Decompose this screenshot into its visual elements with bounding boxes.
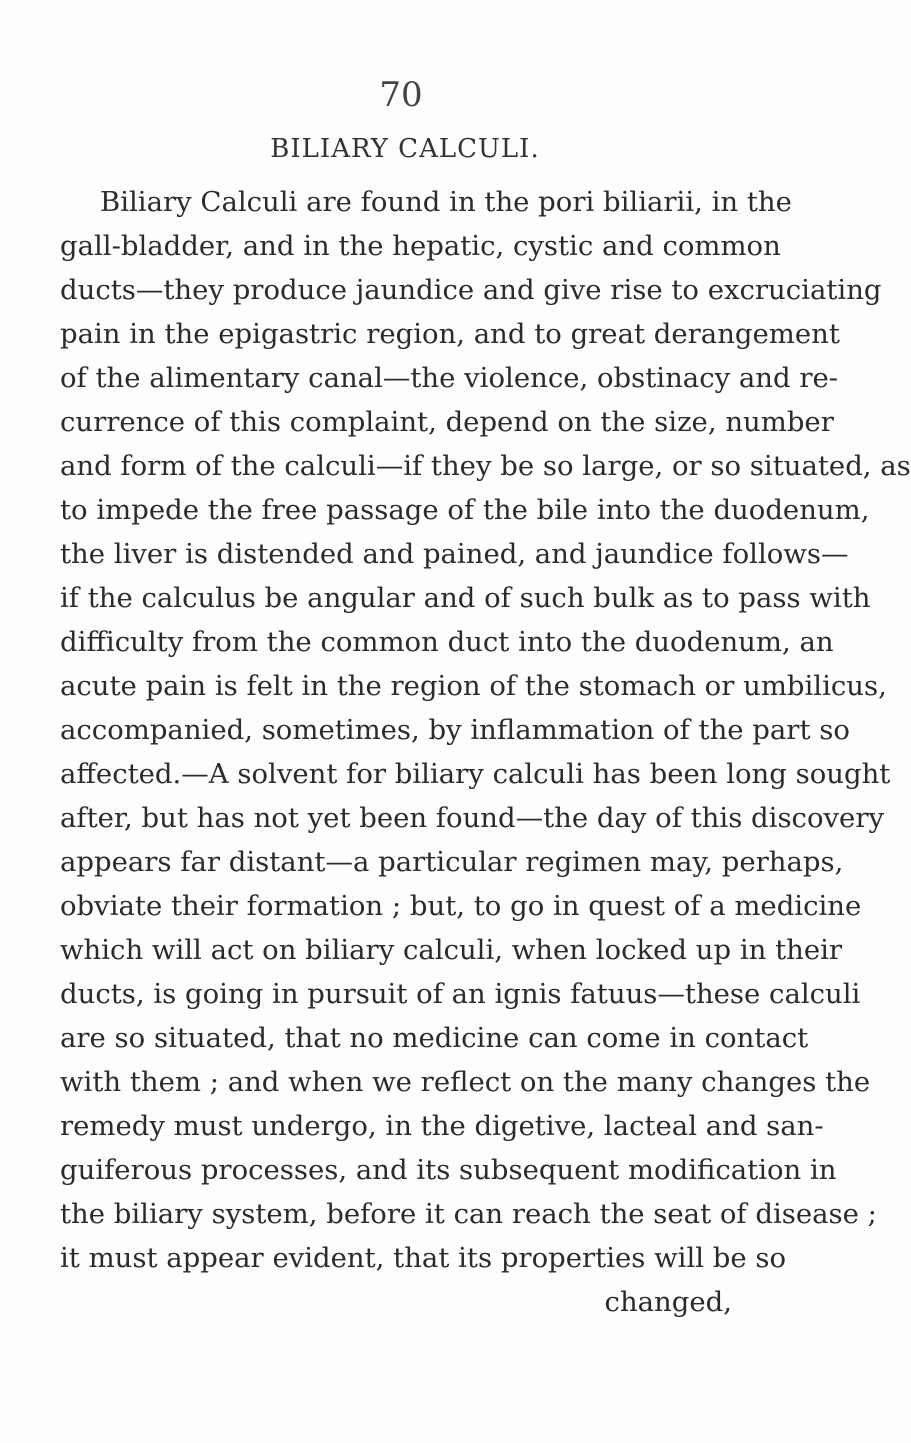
text-line: pain in the epigastric region, and to great derangement: [60, 318, 840, 350]
text-line: appears far distant—a particular regimen may, perhaps,: [60, 846, 844, 878]
text-line: are so situated, that no medicine can come in contact: [60, 1022, 809, 1054]
text-line: with them ; and when we reflect on the many changes the: [60, 1066, 871, 1098]
text-line: guiferous processes, and its subsequent modification in: [60, 1154, 837, 1186]
text-line: remedy must undergo, in the digetive, lacteal and san-: [60, 1110, 824, 1142]
text-line: of the alimentary canal—the violence, obstinacy and re-: [60, 362, 839, 394]
page-number: 70: [379, 75, 423, 115]
text-line: difficulty from the common duct into the duodenum, an: [60, 626, 834, 658]
text-line: which will act on biliary calculi, when locked up in their: [60, 934, 843, 966]
text-line: Biliary Calculi are found in the pori biliarii, in the: [100, 186, 792, 218]
text-line: currence of this complaint, depend on the size, number: [60, 406, 834, 438]
text-line: and form of the calculi—if they be so large, or so situated, as: [60, 450, 911, 482]
text-line: if the calculus be angular and of such bulk as to pass with: [60, 582, 871, 614]
text-line: to impede the free passage of the bile into the duodenum,: [60, 494, 870, 526]
text-line: it must appear evident, that its properties will be so: [60, 1242, 787, 1274]
text-line: obviate their formation ; but, to go in quest of a medicine: [60, 890, 862, 922]
text-line: ducts, is going in pursuit of an ignis fatuus—these calculi: [60, 978, 861, 1010]
catchword: changed,: [604, 1286, 732, 1318]
text-line: after, but has not yet been found—the day of this discovery: [60, 802, 885, 834]
text-line: the biliary system, before it can reach the seat of disease ;: [60, 1198, 877, 1230]
body-text: [60, 180, 911, 1324]
text-line: affected.—A solvent for biliary calculi has been long sought: [60, 758, 891, 790]
text-line: ducts—they produce jaundice and give rise to excruciating: [60, 274, 882, 306]
chapter-title: BILIARY CALCULI.: [270, 134, 540, 164]
text-line: gall-bladder, and in the hepatic, cystic and common: [60, 230, 781, 262]
text-line: the liver is distended and pained, and jaundice follows—: [60, 538, 849, 570]
text-line: accompanied, sometimes, by inflammation of the part so: [60, 714, 850, 746]
text-line: acute pain is felt in the region of the stomach or umbilicus,: [60, 670, 887, 702]
